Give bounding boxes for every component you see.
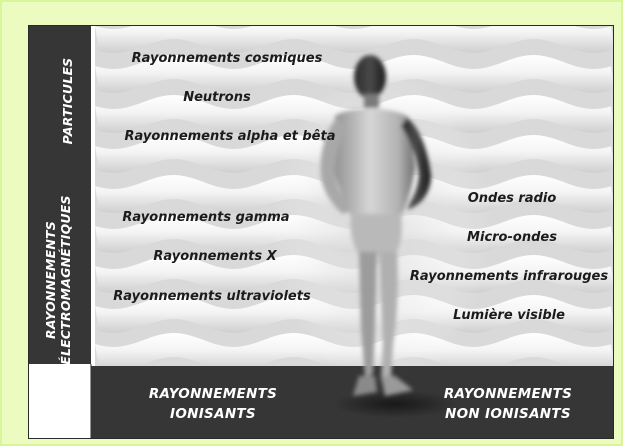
radiation-diagram-svg bbox=[29, 26, 614, 439]
label-ionizing-line2: IONISANTS bbox=[170, 406, 256, 422]
label-visible-light: Lumière visible bbox=[453, 308, 565, 323]
left-panel-blank bbox=[29, 364, 91, 439]
label-microwaves: Micro-ondes bbox=[467, 230, 557, 245]
electromagnetic-side-label-line1: RAYONNEMENTS bbox=[43, 221, 58, 339]
label-gamma-rays: Rayonnements gamma bbox=[122, 210, 290, 225]
label-non-ionizing-line1: RAYONNEMENTS bbox=[443, 386, 573, 402]
label-infrared: Rayonnements infrarouges bbox=[409, 269, 609, 284]
label-ultraviolet: Rayonnements ultraviolets bbox=[113, 289, 311, 304]
label-cosmic-rays: Rayonnements cosmiques bbox=[131, 51, 323, 66]
label-alpha-beta: Rayonnements alpha et bêta bbox=[124, 129, 336, 144]
radiation-diagram bbox=[28, 25, 614, 439]
label-x-rays: Rayonnements X bbox=[153, 249, 277, 264]
label-radio-waves: Ondes radio bbox=[467, 191, 557, 206]
electromagnetic-side-label-line2: ÉLECTROMAGNÉTIQUES bbox=[58, 195, 73, 365]
label-ionizing-line1: RAYONNEMENTS bbox=[148, 386, 278, 402]
label-non-ionizing-line2: NON IONISANTS bbox=[445, 406, 571, 422]
particles-side-label: PARTICULES bbox=[60, 57, 75, 145]
label-neutrons: Neutrons bbox=[183, 90, 251, 105]
